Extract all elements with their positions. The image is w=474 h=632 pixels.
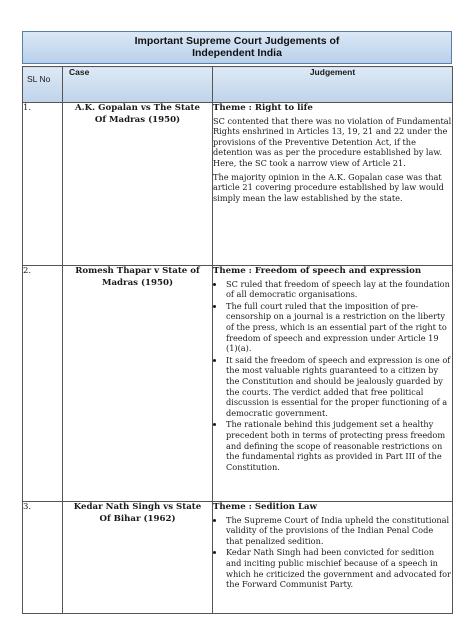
judgement-paragraph: The majority opinion in the A.K. Gopalan case was that article 21 covering procedure established by law would simply mean the law established by the state. [213, 171, 444, 203]
judgement-theme: Theme : Sedition Law [213, 502, 317, 512]
row-judgement [213, 502, 453, 614]
table-header-row [23, 67, 453, 103]
table-row [23, 266, 453, 502]
list-item: • The rationale behind this judgement set a healthy precedent both in terms of protecting press freedom and defining the scope of reasonable restrictions on the fundamental rights as provided in Part III of the Constitution. [225, 419, 452, 472]
row-case [63, 266, 213, 502]
case-name-line-2: Madras (1950) [101, 277, 174, 288]
list-item: • SC ruled that freedom of speech lay at the foundation of all democratic organisations. [225, 279, 452, 300]
list-item: • The Supreme Court of India upheld the constitutional validity of the provisions of the Indian Penal Code that penalized sedition. [225, 515, 452, 547]
table-row [23, 502, 453, 614]
judgement-bullet-list [213, 515, 452, 590]
table-row [23, 103, 453, 266]
row-judgement [213, 266, 453, 502]
row-case [63, 103, 213, 266]
list-item: • It said the freedom of speech and expression is one of the most valuable rights guaranteed to a citizen by the Constitution and should be jealously guarded by the courts. The verdict added that free political discussion is essential for the proper functioning of a democratic government. [225, 355, 452, 419]
row-sl-no: 3. [23, 502, 63, 614]
title-line-2: Independent India [192, 47, 282, 59]
case-name-line-2: Of Madras (1950) [94, 114, 181, 125]
header-sl-no: SL No [23, 67, 63, 103]
judgement-theme: Theme : Freedom of speech and expression [213, 266, 422, 276]
case-name-line-2: Of Bihar (1962) [99, 513, 176, 524]
list-item: • Kedar Nath Singh had been convicted for sedition and inciting public mischief because of a speech in which he criticized the government and advocated for the Forward Communist Party. [225, 547, 452, 589]
list-item: • The full court ruled that the imposition of pre-censorship on a journal is a restriction on the liberty of the press, which is an essential part of the right to freedom of speech and expression under Article 19 (1)(a). [225, 301, 452, 354]
case-name-line-1: A.K. Gopalan vs The State [75, 103, 200, 113]
row-judgement [213, 103, 453, 266]
row-sl-no: 2. [23, 266, 63, 502]
document-title [22, 31, 452, 64]
header-judgement: Judgement [213, 67, 453, 103]
row-sl-no: 1. [23, 103, 63, 266]
case-name-line-1: Kedar Nath Singh vs State [73, 502, 202, 512]
judgements-table [22, 66, 453, 614]
header-case: Case [63, 67, 213, 103]
judgement-paragraph: SC contented that there was no violation of Fundamental Rights enshrined in Articles 13, 19, 21 and 22 under the provisions of the Preventive Detention Act, if the detention was as per the procedure established by law. Here, the SC took a narrow view of Article 21. [213, 115, 452, 168]
judgement-bullet-list [213, 279, 452, 473]
case-name-line-1: Romesh Thapar v State of [75, 266, 200, 276]
judgement-theme: Theme : Right to life [213, 103, 313, 113]
title-line-1: Important Supreme Court Judgements of [134, 35, 340, 47]
row-case [63, 502, 213, 614]
